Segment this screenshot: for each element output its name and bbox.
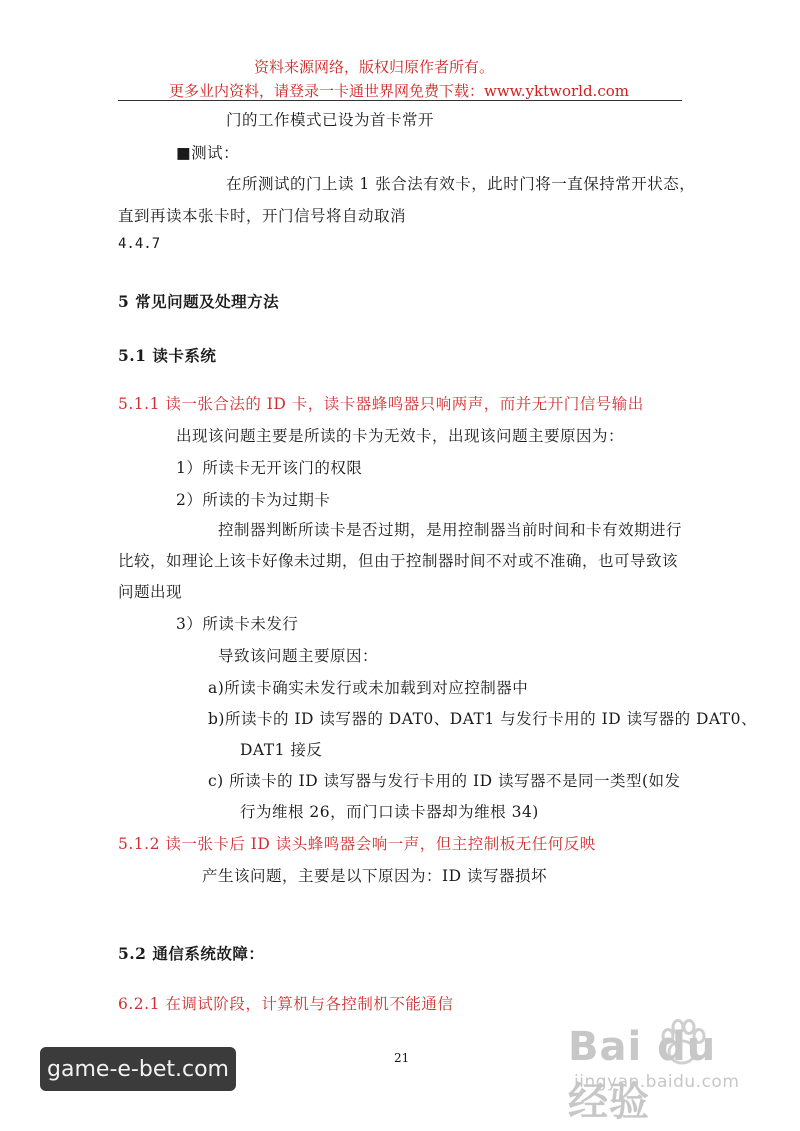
list-item-1: 1）所读卡无开该门的权限 (176, 459, 363, 477)
section-heading-5-2: 5.2 通信系统故障： (118, 944, 265, 963)
list-item-2-desc-2: 比较，如理论上该卡好像未过期，但由于控制器时间不对或不准确，也可导致该 (118, 552, 679, 570)
list-item-3: 3）所读卡未发行 (176, 615, 299, 633)
watermark-brand: Bai du 经验 (568, 1024, 717, 1125)
subsection-heading-6-2-1: 6.2.1 在调试阶段，计算机与各控制机不能通信 (118, 995, 454, 1013)
header-rule (118, 100, 682, 101)
page-number: 21 (394, 1051, 410, 1065)
list-item-3-desc: 导致该问题主要原因： (218, 647, 379, 665)
list-item-2: 2）所读的卡为过期卡 (176, 491, 331, 509)
list-item-2-desc-3: 问题出现 (118, 583, 183, 601)
subsection-heading-5-1-2: 5.1.2 读一张卡后 ID 读头蜂鸣器会响一声，但主控制板无任何反映 (118, 835, 596, 853)
list-item-3-c-line-2: 行为维根 26，而门口读卡器却为维根 34) (240, 803, 539, 821)
paragraph-5-1-1: 出现该问题主要是所读的卡为无效卡，出现该问题主要原因为： (176, 427, 625, 445)
paragraph-5-1-2: 产生该问题，主要是以下原因为：ID 读写器损坏 (202, 867, 547, 885)
paragraph-work-mode: 门的工作模式已设为首卡常开 (226, 111, 435, 129)
section-number-4-4-7: 4.4.7 (118, 236, 161, 252)
watermark-url: jingyan.baidu.com (574, 1072, 740, 1092)
header-source-line: 资料来源网络，版权归原作者所有。 (254, 58, 495, 76)
site-badge-label: game-e-bet.com (47, 1056, 229, 1082)
section-heading-5: 5 常见问题及处理方法 (118, 292, 280, 311)
test-label: ■测试： (176, 144, 240, 162)
baidu-watermark (560, 1010, 770, 1125)
section-heading-5-1: 5.1 读卡系统 (118, 346, 217, 365)
list-item-3-b-line-1: b)所读卡的 ID 读写器的 DAT0、DAT1 与发行卡用的 ID 读写器的 DAT0、 (208, 710, 757, 728)
site-badge[interactable] (40, 1047, 236, 1091)
header-download-tail: world.com (549, 82, 629, 100)
list-item-2-desc-1: 控制器判断所读卡是否过期，是用控制器当前时间和卡有效期进行 (218, 521, 683, 539)
list-item-3-c-line-1: c) 所读卡的 ID 读写器与发行卡用的 ID 读写器不是同一类型(如发 (208, 772, 681, 790)
header-download-text: 更多业内资料，请登录一卡通世界网免费下载：www.ykt (169, 82, 550, 100)
test-text-line-2: 直到再读本张卡时，开门信号将自动取消 (118, 207, 407, 225)
test-text-line-1: 在所测试的门上读 1 张合法有效卡，此时门将一直保持常开状态， (226, 175, 696, 193)
header-download-line (169, 80, 629, 101)
list-item-3-b-line-2: DAT1 接反 (240, 741, 323, 759)
list-item-3-a: a)所读卡确实未发行或未加载到对应控制器中 (208, 679, 529, 697)
subsection-heading-5-1-1: 5.1.1 读一张合法的 ID 卡，读卡器蜂鸣器只响两声，而并无开门信号输出 (118, 395, 644, 413)
